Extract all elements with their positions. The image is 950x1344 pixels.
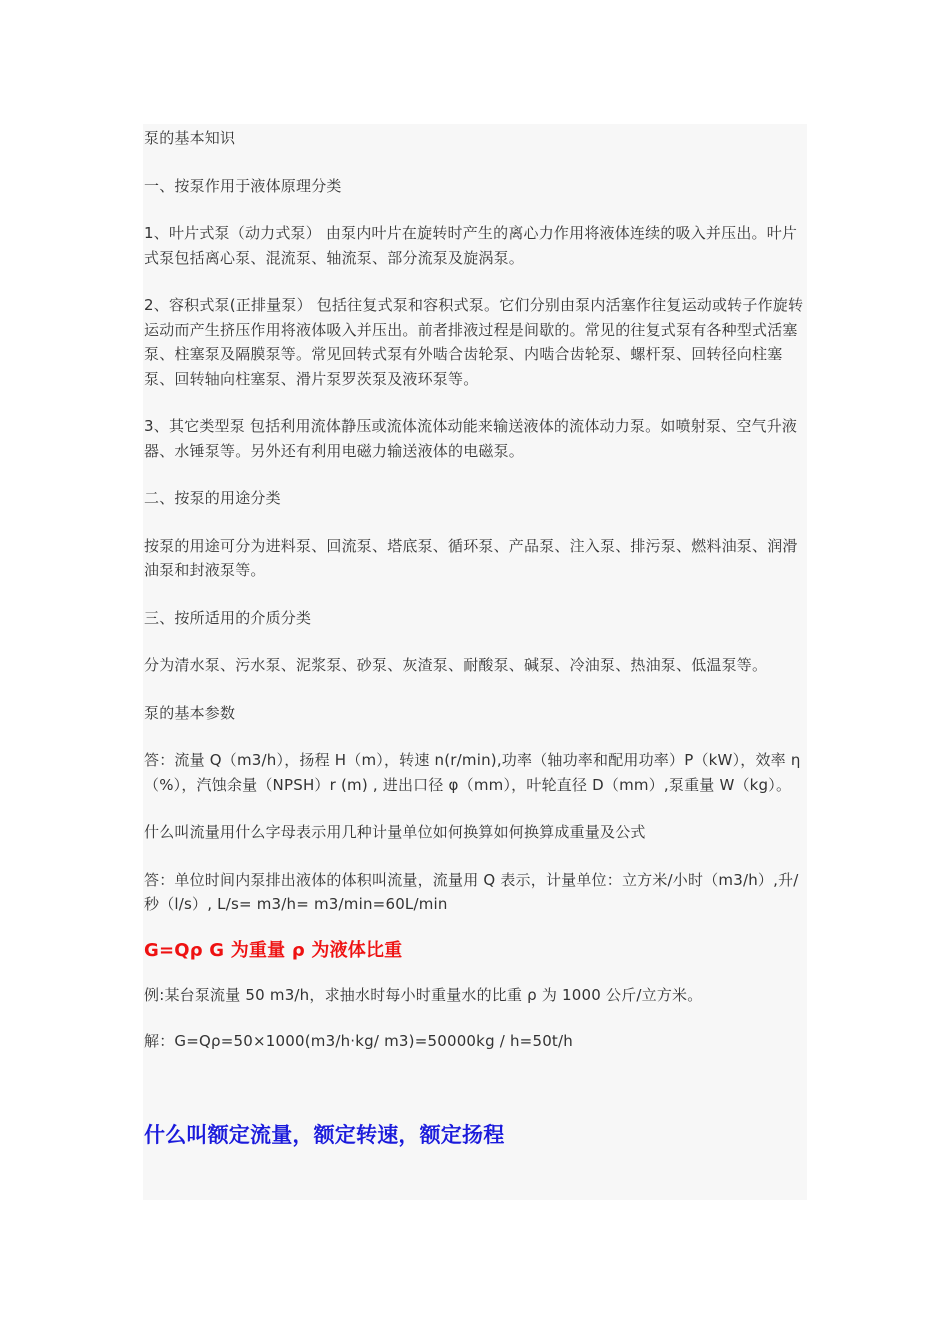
formula-weight: G=Qρ G 为重量 ρ 为液体比重 bbox=[144, 939, 403, 961]
paragraph-by-use: 按泵的用途可分为进料泵、回流泵、塔底泵、循环泵、产品泵、注入泵、排污泵、燃料油泵、润滑油泵和封液泵等。 bbox=[144, 536, 798, 579]
answer-flow: 答：单位时间内泵排出液体的体积叫流量，流量用 Q 表示，计量单位：立方米/小时（m3/h）,升/秒（l/s）, L/s= m3/h= m3/min=60L/min bbox=[144, 870, 799, 913]
question-rated: 什么叫额定流量，额定转速，额定扬程 bbox=[144, 1122, 505, 1147]
paragraph-other-pumps: 3、其它类型泵 包括利用流体静压或流体流体动能来输送液体的流体动力泵。如喷射泵、空气升液器、水锤泵等。另外还有利用电磁力输送液体的电磁泵。 bbox=[144, 417, 798, 460]
section-heading-4: 泵的基本参数 bbox=[144, 703, 236, 722]
example-text: 例:某台泵流量 50 m3/h，求抽水时每小时重量水的比重 ρ 为 1000 公斤/立方米。 bbox=[144, 985, 703, 1004]
paragraph-vane-pump: 1、叶片式泵（动力式泵） 由泵内叶片在旋转时产生的离心力作用将液体连续的吸入并压出。叶片式泵包括离心泵、混流泵、轴流泵、部分流泵及旋涡泵。 bbox=[144, 224, 798, 267]
section-heading-2: 二、按泵的用途分类 bbox=[144, 489, 281, 507]
article bbox=[144, 124, 808, 1150]
doc-title: 泵的基本知识 bbox=[144, 129, 236, 147]
paragraph-positive-displacement-pump: 2、容积式泵(正排量泵） 包括往复式泵和容积式泵。它们分别由泵内活塞作往复运动或转子作旋转运动而产生挤压作用将液体吸入并压出。前者排液过程是间歇的。常见的往复式泵有各种型式活塞泵、柱塞泵及隔膜泵等。常见回转式泵有外啮合齿轮泵、内啮合齿轮泵、螺杆泵、回转径向柱塞泵、回转轴向柱塞泵、滑片泵罗茨泵及液环泵等。 bbox=[144, 296, 804, 388]
question-flow: 什么叫流量用什么字母表示用几种计量单位如何换算如何换算成重量及公式 bbox=[144, 823, 646, 841]
section-heading-1: 一、按泵作用于液体原理分类 bbox=[144, 176, 342, 195]
solution-text: 解：G=Qρ=50×1000(m3/h·kg/ m3)=50000kg / h=50t/h bbox=[144, 1032, 573, 1050]
section-heading-3: 三、按所适用的介质分类 bbox=[144, 608, 312, 627]
paragraph-parameters: 答：流量 Q（m3/h），扬程 H（m），转速 n(r/min),功率（轴功率和配用功率）P（kW），效率 η（%），汽蚀余量（NPSH）r (m) , 进出口径 φ（mm），叶轮直径 D（mm）,泵重量 W（kg）。 bbox=[144, 751, 801, 794]
paragraph-by-medium: 分为清水泵、污水泵、泥浆泵、砂泵、灰渣泵、耐酸泵、碱泵、冷油泵、热油泵、低温泵等。 bbox=[144, 656, 768, 674]
